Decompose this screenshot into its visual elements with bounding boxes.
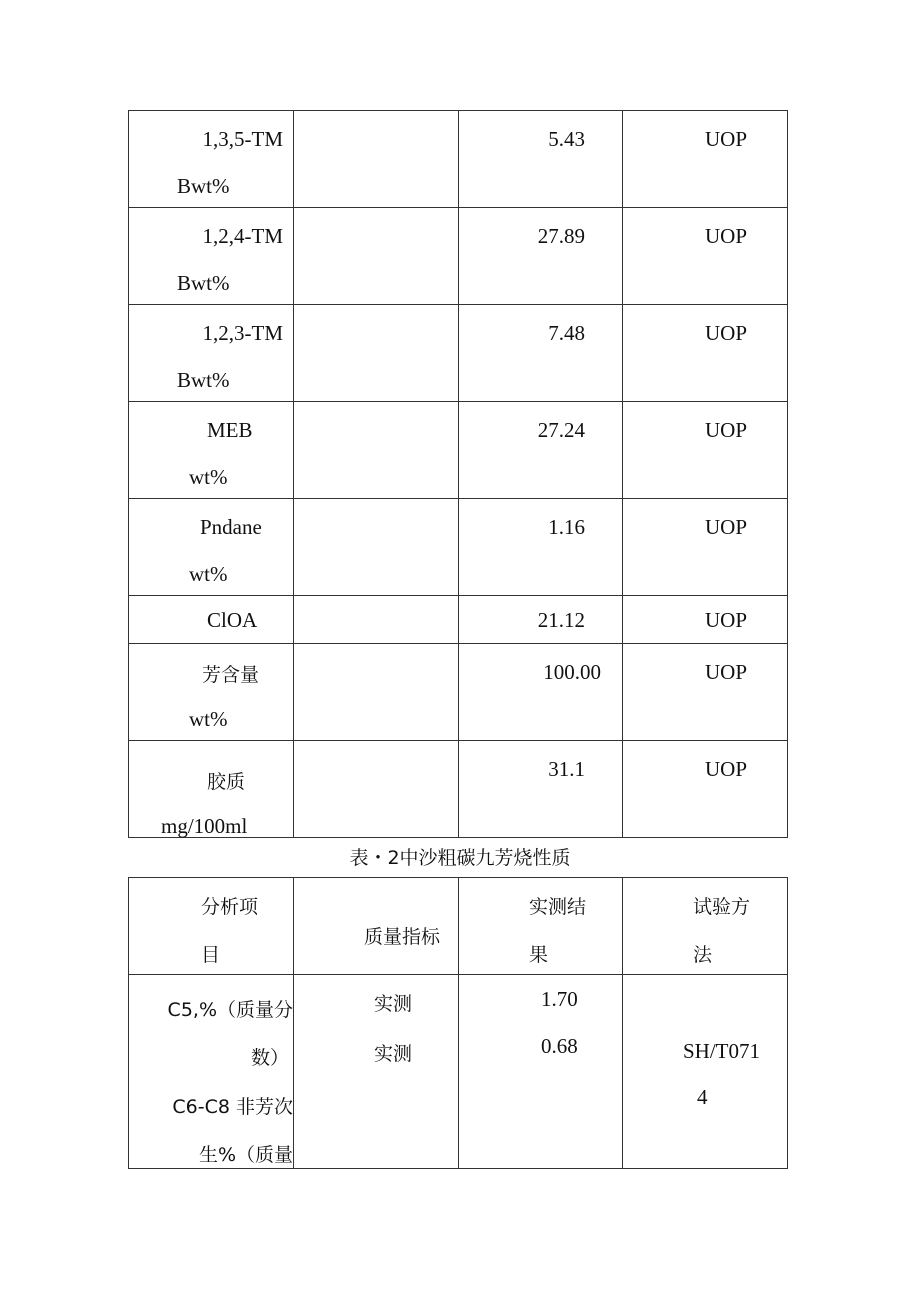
spec-value: 实测 — [374, 993, 413, 1015]
method-cell — [623, 644, 788, 741]
spec-value: 实测 — [374, 1043, 413, 1065]
table-row — [129, 305, 788, 402]
method-cell — [623, 208, 788, 305]
spec-cell — [294, 208, 459, 305]
header-label: 实测结 — [529, 896, 587, 918]
item-cell — [129, 208, 294, 305]
table-row — [129, 402, 788, 499]
table-caption: 表・2中沙粗碳九芳烧性质 — [349, 847, 571, 869]
value-cell — [459, 975, 623, 1169]
spec-cell — [294, 402, 459, 499]
header-label: 法 — [693, 944, 713, 966]
item-name: 芳含量 — [202, 664, 260, 686]
header-cell-method — [623, 878, 788, 975]
item-cell — [129, 499, 294, 596]
header-label: 目 — [201, 944, 221, 966]
item-unit: Bwt% — [177, 271, 230, 295]
spec-cell — [294, 305, 459, 402]
item-name: 胶质 — [207, 771, 246, 793]
measured-value: 21.12 — [537, 608, 585, 632]
properties-table — [128, 877, 788, 1169]
header-label: 试验方 — [693, 896, 751, 918]
test-method: SH/T071 — [683, 1039, 761, 1063]
item-unit: Bwt% — [177, 174, 230, 198]
item-name: 1,2,4-TM — [202, 224, 283, 248]
item-unit: wt% — [189, 562, 228, 586]
item-cell — [129, 644, 294, 741]
value-cell — [459, 499, 623, 596]
measured-value: 0.68 — [541, 1034, 578, 1058]
measured-value: 1.16 — [548, 515, 585, 539]
item-unit: Bwt% — [177, 368, 230, 392]
method-cell — [623, 305, 788, 402]
test-method: UOP — [705, 660, 748, 684]
header-cell-result — [459, 878, 623, 975]
table-row — [129, 596, 788, 644]
value-cell — [459, 644, 623, 741]
test-method: UOP — [705, 321, 748, 345]
method-cell — [623, 741, 788, 838]
measured-value: 5.43 — [548, 127, 585, 151]
measured-value: 100.00 — [543, 660, 601, 684]
value-cell — [459, 305, 623, 402]
test-method: UOP — [705, 515, 748, 539]
item-cell — [129, 596, 294, 644]
spec-cell — [294, 644, 459, 741]
spec-cell — [294, 499, 459, 596]
item-name: Pndane — [200, 515, 262, 539]
header-cell-spec — [294, 878, 459, 975]
header-label: 果 — [529, 944, 549, 966]
value-cell — [459, 596, 623, 644]
value-cell — [459, 208, 623, 305]
measured-value: 27.89 — [537, 224, 585, 248]
value-cell — [459, 111, 623, 208]
table-row — [129, 975, 788, 1169]
method-cell — [623, 402, 788, 499]
item-name: 1,3,5-TM — [202, 127, 283, 151]
item-line: C6-C8 非芳次 — [172, 1096, 293, 1118]
item-cell — [129, 975, 294, 1169]
table-row — [129, 499, 788, 596]
header-label: 分析项 — [201, 896, 259, 918]
item-cell — [129, 111, 294, 208]
measured-value: 31.1 — [548, 757, 585, 781]
method-cell — [623, 111, 788, 208]
item-name: ClOA — [207, 608, 258, 632]
method-cell — [623, 499, 788, 596]
test-method: UOP — [705, 608, 748, 632]
properties-table-continued — [128, 110, 788, 838]
item-unit: mg/100ml — [161, 814, 248, 838]
header-label: 质量指标 — [364, 926, 441, 948]
value-cell — [459, 741, 623, 838]
measured-value: 7.48 — [548, 321, 585, 345]
test-method: UOP — [705, 418, 748, 442]
spec-cell — [294, 741, 459, 838]
item-cell — [129, 741, 294, 838]
item-line: 生%（质量 — [198, 1144, 293, 1166]
table-row — [129, 741, 788, 838]
method-cell — [623, 596, 788, 644]
table-row — [129, 111, 788, 208]
measured-value: 1.70 — [541, 987, 578, 1011]
measured-value: 27.24 — [537, 418, 585, 442]
method-cell — [623, 975, 788, 1169]
item-unit: wt% — [189, 707, 228, 731]
item-line: 数） — [250, 1047, 289, 1069]
table-row — [129, 644, 788, 741]
test-method: UOP — [705, 757, 748, 781]
item-cell — [129, 402, 294, 499]
spec-cell — [294, 975, 459, 1169]
test-method: 4 — [697, 1085, 708, 1109]
item-name: 1,2,3-TM — [202, 321, 283, 345]
item-unit: wt% — [189, 465, 228, 489]
test-method: UOP — [705, 224, 748, 248]
header-cell-item — [129, 878, 294, 975]
value-cell — [459, 402, 623, 499]
item-name: MEB — [207, 418, 253, 442]
item-cell — [129, 305, 294, 402]
table-row — [129, 208, 788, 305]
spec-cell — [294, 596, 459, 644]
spec-cell — [294, 111, 459, 208]
item-line: C5,%（质量分 — [167, 999, 293, 1021]
test-method: UOP — [705, 127, 748, 151]
header-row — [129, 878, 788, 975]
